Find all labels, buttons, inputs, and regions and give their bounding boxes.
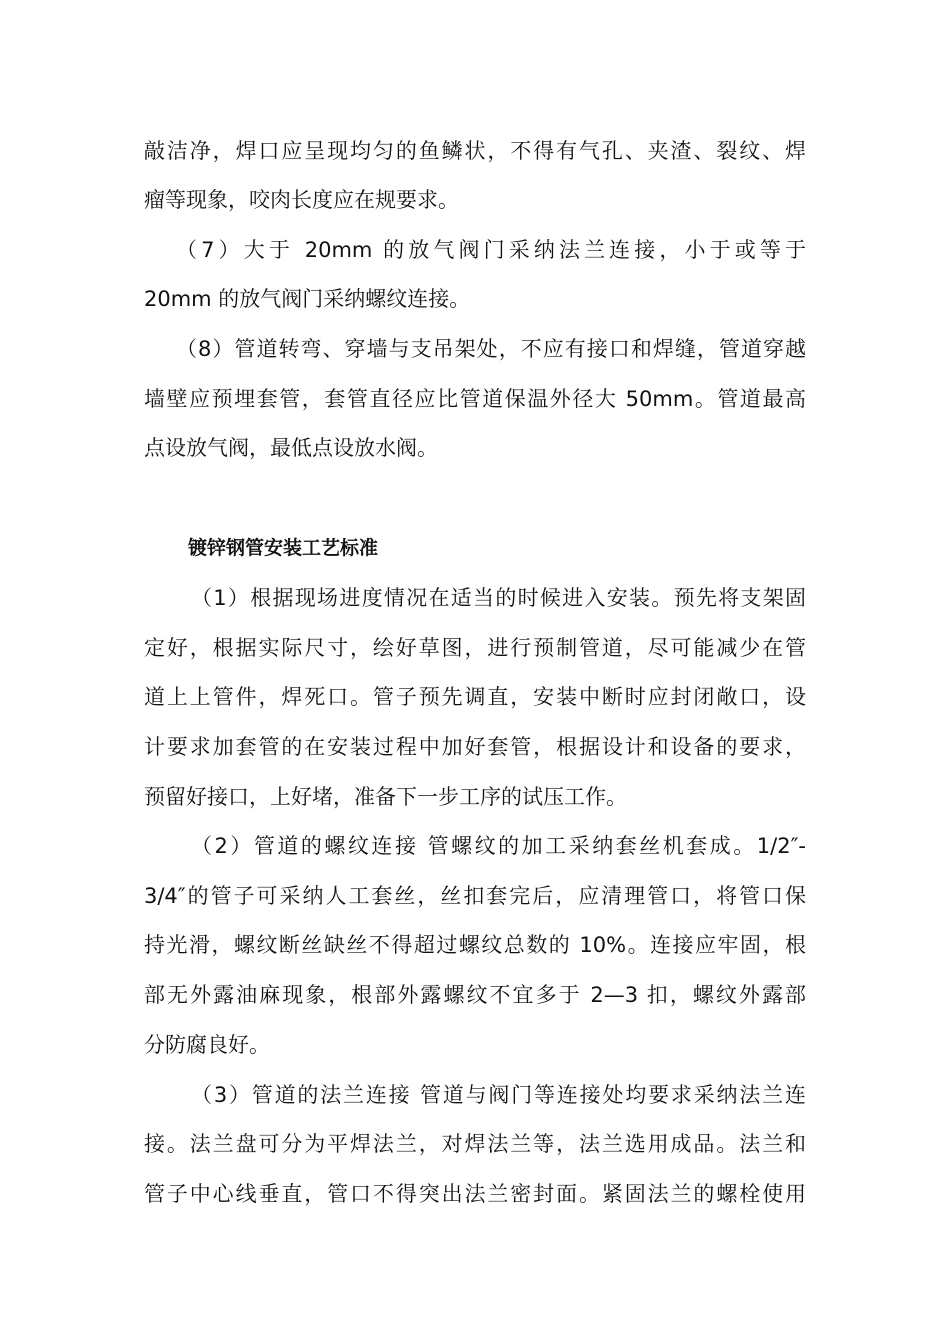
paragraph-line: 20mm 的放气阀门采纳螺纹连接。 — [144, 287, 471, 311]
paragraph-line: （7）大于 20mm 的放气阀门采纳法兰连接，小于或等于 — [176, 238, 806, 262]
paragraph-line: （3）管道的法兰连接 管道与阀门等连接处均要求采纳法兰连 — [191, 1083, 806, 1107]
paragraph-line: 持光滑，螺纹断丝缺丝不得超过螺纹总数的 10%。连接应牢固，根 — [144, 933, 806, 957]
paragraph-line: （8）管道转弯、穿墙与支吊架处，不应有接口和焊缝，管道穿越 — [176, 337, 806, 361]
paragraph-line: 定好，根据实际尺寸，绘好草图，进行预制管道，尽可能减少在管 — [144, 636, 806, 660]
paragraph-line: 预留好接口，上好堵，准备下一步工序的试压工作。 — [144, 785, 627, 809]
paragraph-line: 敲洁净，焊口应呈现均匀的鱼鳞状，不得有气孔、夹渣、裂纹、焊 — [144, 139, 806, 163]
paragraph-line: 部无外露油麻现象，根部外露螺纹不宜多于 2—3 扣，螺纹外露部 — [144, 983, 806, 1007]
paragraph-line: （2）管道的螺纹连接 管螺纹的加工采纳套丝机套成。1/2″- — [191, 834, 806, 858]
paragraph-line: 计要求加套管的在安装过程中加好套管，根据设计和设备的要求， — [144, 735, 806, 759]
paragraph-line: （1）根据现场进度情况在适当的时候进入安装。预先将支架固 — [191, 586, 806, 610]
paragraph-line: 瘤等现象，咬肉长度应在规要求。 — [144, 188, 459, 212]
paragraph-line: 墙壁应预埋套管，套管直径应比管道保温外径大 50mm。管道最高 — [144, 387, 806, 411]
paragraph-line: 分防腐良好。 — [144, 1033, 270, 1057]
paragraph-line: 3/4″的管子可采纳人工套丝，丝扣套完后，应清理管口，将管口保 — [144, 884, 806, 908]
paragraph-line: 管子中心线垂直，管口不得突出法兰密封面。紧固法兰的螺栓使用 — [144, 1182, 806, 1206]
section-heading: 镀锌钢管安装工艺标准 — [188, 537, 379, 559]
paragraph-line: 接。法兰盘可分为平焊法兰，对焊法兰等，法兰选用成品。法兰和 — [144, 1132, 806, 1156]
paragraph-line: 点设放气阀，最低点设放水阀。 — [144, 436, 438, 460]
paragraph-line: 道上上管件，焊死口。管子预先调直，安装中断时应封闭敞口，设 — [144, 685, 806, 709]
